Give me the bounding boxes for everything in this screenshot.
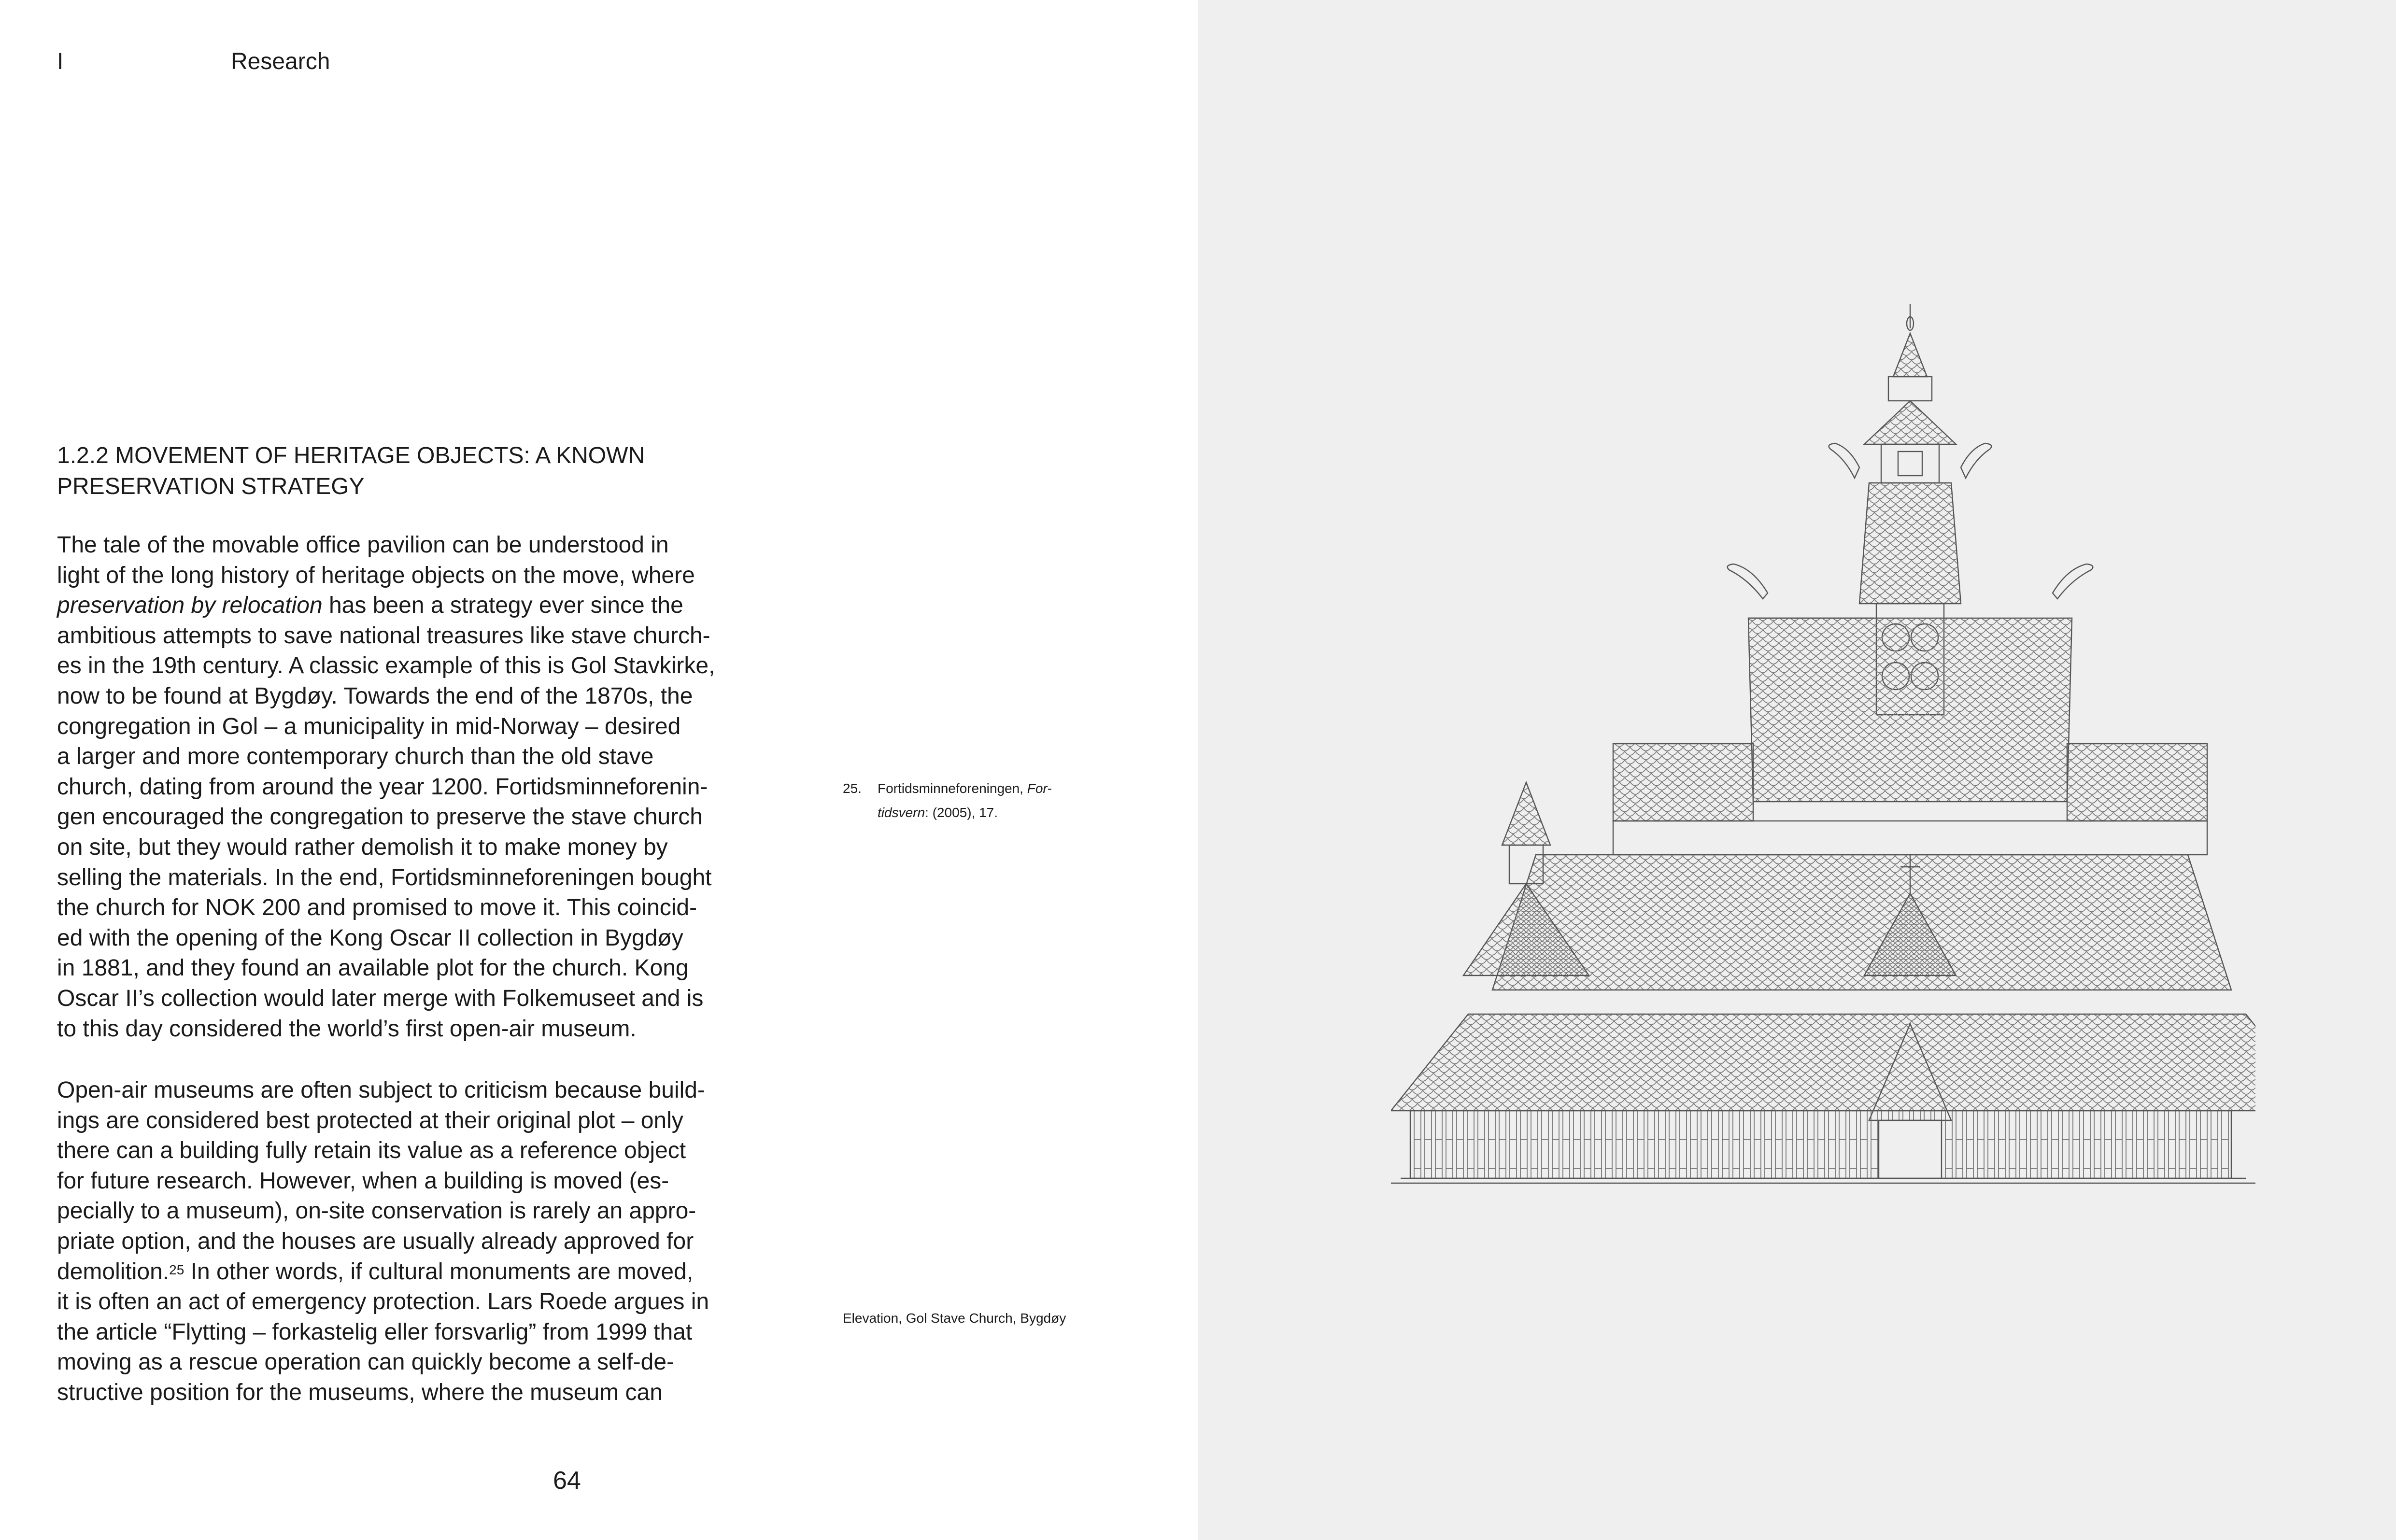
body-paragraph-2 [57, 1075, 743, 1408]
body-line: The tale of the movable office pavilion can be understood in [57, 532, 669, 558]
body-line-text: has been a strategy ever since the [322, 593, 683, 619]
body-line: in 1881, and they found an available plot for the church. Kong [57, 955, 689, 981]
footnote [843, 777, 1075, 825]
body-line: structive position for the museums, where the museum can [57, 1379, 663, 1405]
body-line: church, dating from around the year 1200. Fortidsminneforenin- [57, 774, 708, 800]
body-line: it is often an act of emergency protection. Lars Roede argues in [57, 1289, 709, 1315]
page-number: 64 [553, 1467, 581, 1495]
footnote-italic: tidsvern [878, 805, 925, 820]
italic-phrase: preservation by relocation [57, 593, 323, 619]
body-line: ed with the opening of the Kong Oscar II collection in Bygdøy [57, 925, 683, 951]
body-line: es in the 19th century. A classic example of this is Gol Stavkirke, [57, 653, 715, 679]
section-title: Research [231, 49, 330, 74]
body-line: Open-air museums are often subject to criticism because build- [57, 1077, 705, 1103]
footnote-text: Fortidsminneforeningen, [878, 781, 1027, 796]
body-line [57, 591, 743, 621]
heading-line-2: PRESERVATION STRATEGY [57, 474, 365, 499]
footnote-number: 25. [843, 781, 862, 796]
body-line: a larger and more contemporary church than the old stave [57, 744, 654, 770]
section-number: I [57, 49, 64, 74]
figure-caption: Elevation, Gol Stave Church, Bygdøy [843, 1311, 1066, 1326]
body-line: the article “Flytting – forkastelig eller forsvarlig” from 1999 that [57, 1319, 693, 1345]
footnote-text: : (2005), 17. [925, 805, 998, 820]
body-line: ambitious attempts to save national treasures like stave church- [57, 622, 710, 649]
body-line-text: In other words, if cultural monuments are moved, [184, 1258, 694, 1285]
body-line: selling the materials. In the end, Fortidsminneforeningen bought [57, 864, 712, 890]
body-line: priate option, and the houses are usually already approved for [57, 1228, 694, 1254]
body-line [57, 1257, 743, 1287]
body-line: there can a building fully retain its value as a reference object [57, 1138, 686, 1164]
heading-line-1: 1.2.2 MOVEMENT OF HERITAGE OBJECTS: A KNOWN [57, 443, 645, 468]
chapter-heading [57, 440, 757, 502]
body-line: moving as a rescue operation can quickly become a self-de- [57, 1349, 674, 1375]
body-line: to this day considered the world’s first open-air museum. [57, 1016, 637, 1042]
body-line-text: demolition. [57, 1258, 170, 1285]
footnote-italic: For- [1027, 781, 1052, 796]
body-line: ings are considered best protected at their original plot – only [57, 1107, 683, 1133]
body-line: pecially to a museum), on-site conservation is rarely an appro- [57, 1198, 696, 1224]
body-line: gen encouraged the congregation to preserve the stave church [57, 804, 703, 830]
body-line: for future research. However, when a building is moved (es- [57, 1168, 669, 1194]
body-paragraph-1 [57, 530, 743, 1044]
body-line: Oscar II’s collection would later merge with Folkemuseet and is [57, 985, 704, 1011]
footnote-reference[interactable]: 25 [169, 1262, 184, 1277]
body-line: light of the long history of heritage objects on the move, where [57, 562, 695, 588]
stave-church-elevation-drawing [1391, 299, 2255, 1207]
body-line: the church for NOK 200 and promised to move it. This coincid- [57, 895, 697, 921]
footnote-line-2 [843, 801, 1075, 825]
body-line: congregation in Gol – a municipality in mid-Norway – desired [57, 713, 681, 739]
body-line: on site, but they would rather demolish it to make money by [57, 834, 668, 860]
body-line: now to be found at Bygdøy. Towards the end of the 1870s, the [57, 683, 693, 709]
